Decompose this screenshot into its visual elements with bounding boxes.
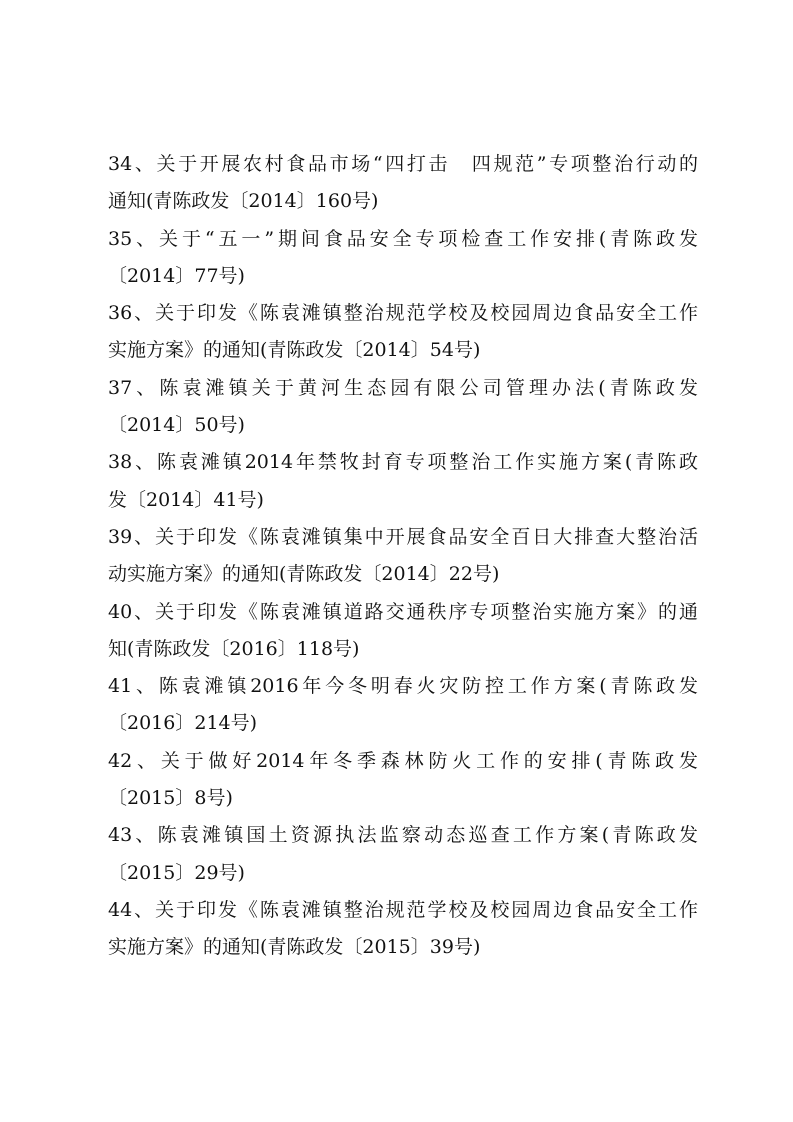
list-item [108, 221, 698, 296]
list-item-line-2: 动实施方案》的通知(青陈政发〔2014〕22号) [108, 563, 500, 586]
list-item-line-1: 34、关于开展农村食品市场“四打击 四规范”专项整治行动的 [108, 153, 698, 175]
list-item-line-1: 40、关于印发《陈袁滩镇道路交通秩序专项整治实施方案》的通 [108, 600, 698, 623]
list-item-line-1: 38、陈袁滩镇2014年禁牧封育专项整治工作实施方案(青陈政 [108, 451, 698, 474]
list-item-line-1: 39、关于印发《陈袁滩镇集中开展食品安全百日大排查大整治活 [108, 525, 698, 548]
list-item-line-2: 通知(青陈政发〔2014〕160号) [108, 190, 379, 213]
list-item-line-2: 知(青陈政发〔2016〕118号) [108, 637, 360, 660]
list-item-line-1: 44、关于印发《陈袁滩镇整治规范学校及校园周边食品安全工作 [108, 898, 698, 921]
list-item-line-1: 42、关于做好2014年冬季森林防火工作的安排(青陈政发 [108, 749, 698, 772]
list-item-line-1: 37、陈袁滩镇关于黄河生态园有限公司管理办法(青陈政发 [108, 376, 698, 399]
list-item-line-2: 〔2014〕77号) [108, 264, 245, 287]
list-item [108, 146, 698, 221]
list-item [108, 519, 698, 594]
list-item-line-2: 实施方案》的通知(青陈政发〔2015〕39号) [108, 936, 481, 959]
list-item [108, 594, 698, 669]
list-item [108, 817, 698, 892]
list-item [108, 668, 698, 743]
list-item-line-2: 发〔2014〕41号) [108, 488, 264, 511]
list-item [108, 892, 698, 967]
list-item-line-1: 36、关于印发《陈袁滩镇整治规范学校及校园周边食品安全工作 [108, 302, 698, 325]
list-item [108, 370, 698, 445]
list-item-line-2: 〔2016〕214号) [108, 712, 258, 735]
list-item-line-2: 实施方案》的通知(青陈政发〔2014〕54号) [108, 339, 481, 362]
list-item [108, 743, 698, 818]
list-item [108, 444, 698, 519]
list-item-line-2: 〔2015〕8号) [108, 787, 233, 810]
document-list [108, 146, 698, 967]
list-item-line-1: 41、陈袁滩镇2016年今冬明春火灾防控工作方案(青陈政发 [108, 675, 698, 698]
list-item-line-2: 〔2015〕29号) [108, 861, 245, 884]
list-item-line-1: 35、关于“五一”期间食品安全专项检查工作安排(青陈政发 [108, 227, 698, 250]
list-item-line-2: 〔2014〕50号) [108, 414, 245, 437]
list-item [108, 295, 698, 370]
list-item-line-1: 43、陈袁滩镇国土资源执法监察动态巡查工作方案(青陈政发 [108, 824, 698, 847]
